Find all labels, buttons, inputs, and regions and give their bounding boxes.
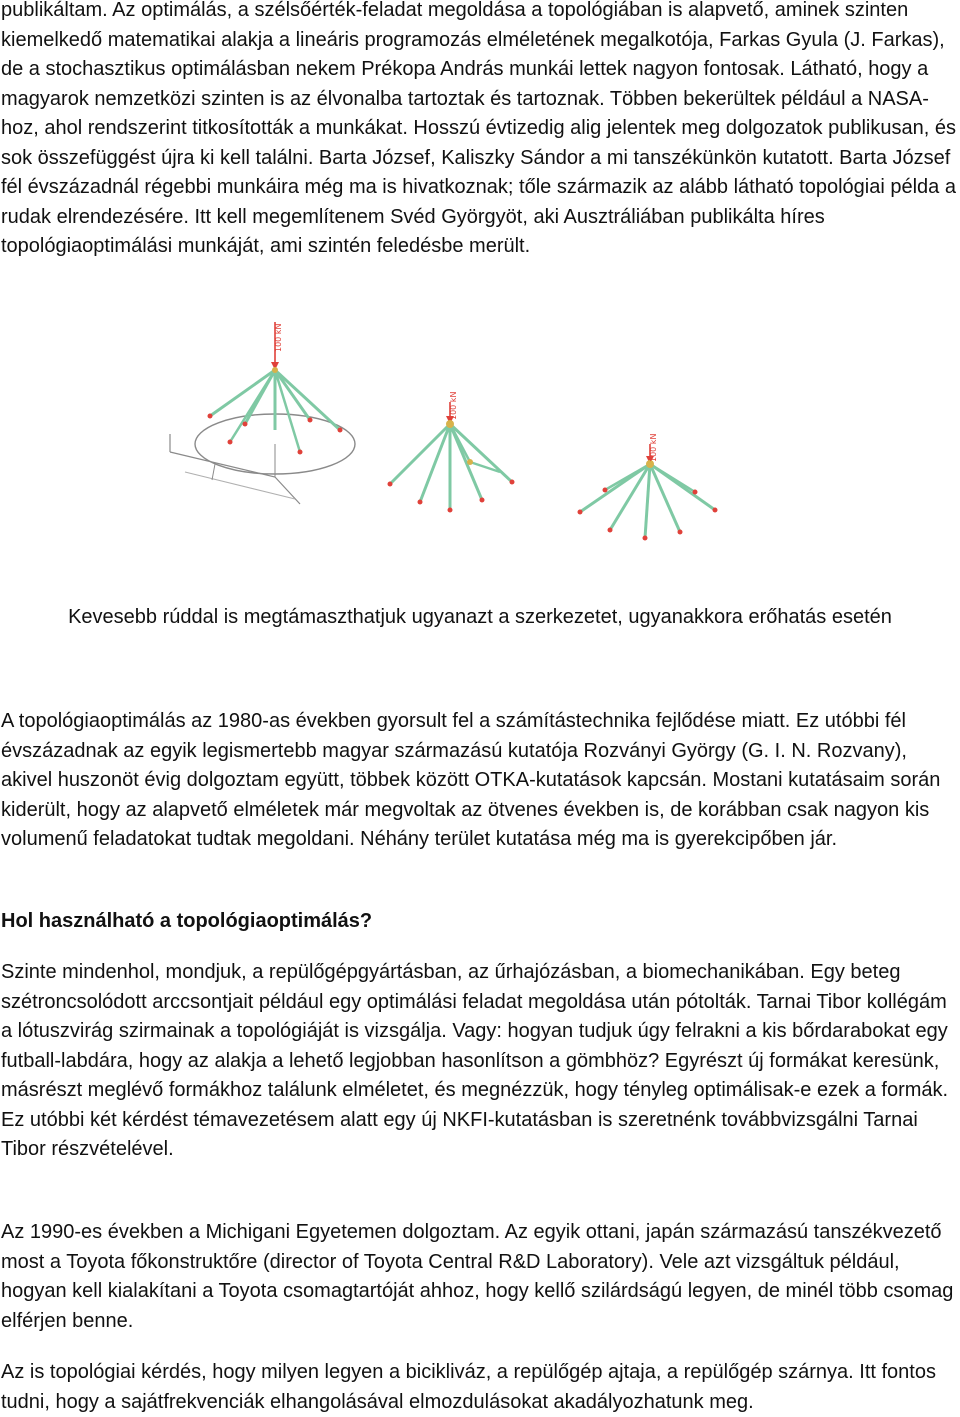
body-paragraph: Az is topológiai kérdés, hogy milyen legyen a bicikliváz, a repülőgép ajtaja, a repülőgép szárnya. Itt fontos tudni, hogy a sajátfrekvenciák elhangolásával elmozdulásokat akadályozhatunk meg. (1, 1361, 936, 1413)
body-paragraph: Az 1990-es években a Michigani Egyetemen dolgoztam. Az egyik ottani, japán származású tanszékvezető most a Toyota főkonstruktőre (director of Toyota Central R&D Laboratory). Vele azt vizsgáltuk például, hogyan kell kialakítani a Toyota csomagtartóját ahhoz, hogy kellő szilárdságú legyen, de minél több csomag elférjen benne. (1, 1221, 954, 1332)
truss-structure-right (578, 444, 718, 541)
truss-structure-left (170, 322, 355, 504)
load-label: 100 kN (449, 391, 458, 420)
body-paragraph: publikáltam. Az optimálás, a szélsőérték-feladat megoldása a topológiában is alapvető, aminek szinten kiemelkedő matematikai alakja a lineáris programozás elméletének megalkotója, Farkas Gyula (J. Farkas), de a stochasztikus optimálásban nekem Prékopa András munkái lettek nagyon fontosak. Látható, hogy a magyarok nemzetközi szinten is az élvonalba tartoztak és tartoznak. Többen bekerültek például a NASA-hoz, ahol rendszerint titkosították a munkákat. Hosszú évtizedig alig jelentek meg dolgozatok publikusan, és sok összefüggést újra ki kell találni. Barta József, Kaliszky Sándor a mi tanszékünkön kutatott. Barta József fél évszázadnál régebbi munkáira még ma is hivatkoznak; tőle származik az alább látható topológiai példa a rudak elrendezésére. Itt kell megemlítenem Svéd Györgyöt, aki Ausztráliában publikálta híres topológiaoptimálási munkáját, ami szintén feledésbe merült. (1, 0, 956, 257)
load-label: 100 kN (274, 323, 283, 352)
truss-topology-figure (150, 312, 730, 552)
section-heading: Hol használható a topológiaoptimálás? (1, 910, 373, 932)
body-paragraph: A topológiaoptimálás az 1980-as években gyorsult fel a számítástechnika fejlődése miatt. Ez utóbbi fél évszázadnak az egyik legismertebb magyar származású kutatója Rozványi György (G. I. N. Rozvany), akivel huszonöt évig dolgoztam együtt, többek között OTKA-kutatások kapcsán. Mostani kutatásaim során kiderült, hogy az alapvető elméletek már megvoltak az ötvenes években is, de korábban csak nagyon kis volumenű feladatokat tudtak megoldani. Néhány terület kutatása még ma is gyerekcipőben jár. (1, 710, 941, 850)
load-label: 100 kN (649, 433, 658, 462)
body-paragraph: Szinte mindenhol, mondjuk, a repülőgépgyártásban, az űrhajózásban, a biomechanikában. Egy beteg szétroncsolódott arccsontjait például egy optimálási feladat megoldása után pótolták. Tarnai Tibor kollégám a lótuszvirág szirmainak a topológiáját is vizsgálja. Vagy: hogyan tudjuk úgy felrakni a kis bőrdarabokat egy futball-labdára, hogy az alakja a lehető legjobban hasonlítson a gömbhöz? Egyrészt új formákat keresünk, másrészt meglévő formákhoz találunk elméletet, és megnézzük, hogy tényleg optimálisak-e ezek a formák. Ez utóbbi két kérdést témavezetésem alatt egy új NKFI-kutatásban is szeretnénk továbbvizsgálni Tarnai Tibor részvételével. (1, 961, 949, 1160)
figure-caption: Kevesebb rúddal is megtámaszthatjuk ugyanazt a szerkezetet, ugyanakkora erőhatás esetén (68, 606, 892, 628)
